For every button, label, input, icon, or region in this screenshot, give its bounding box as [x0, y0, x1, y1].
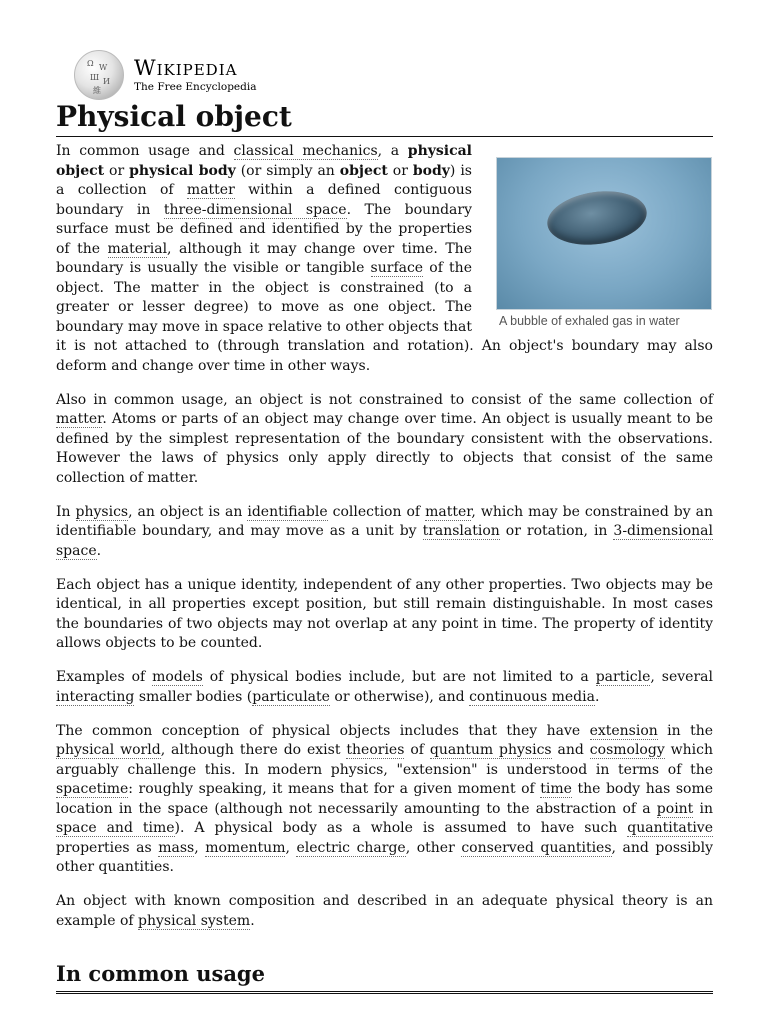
text-run: in the — [657, 722, 713, 739]
text-run: The common conception of physical objects includes that they have — [56, 722, 590, 739]
text-run: : roughly speaking, it means that for a given moment of — [128, 781, 541, 797]
text-run: and — [551, 742, 590, 758]
page-title: Physical object — [56, 100, 713, 137]
article-link[interactable]: surface — [370, 260, 424, 276]
text-run: . — [594, 688, 600, 705]
text-run: properties as — [56, 839, 159, 856]
article-link[interactable]: matter — [425, 503, 472, 520]
text-run: . — [250, 912, 255, 929]
article-link[interactable]: theories — [346, 742, 405, 758]
text-run: or otherwise), and — [329, 688, 470, 705]
article-link[interactable]: matter — [186, 182, 235, 198]
text-run: Also in common usage, an object is not constrained to consist of the same collection of — [56, 391, 713, 408]
site-tagline: The Free Encyclopedia — [134, 80, 257, 93]
article-link[interactable]: spacetime — [56, 781, 129, 797]
text-run: , although there do exist — [160, 742, 347, 758]
article-link[interactable]: particulate — [252, 688, 330, 705]
article-link[interactable]: continuous media — [469, 688, 595, 705]
text-run: Examples of — [56, 669, 153, 685]
text-run: , a — [377, 143, 408, 159]
text-run: In — [56, 503, 76, 520]
text-run: , although it may change over time. The boundary is usually the visible or tangible — [56, 240, 472, 276]
text-run: , and possibly other quantities. — [56, 839, 714, 875]
article-link[interactable]: quantum physics — [429, 742, 552, 758]
article-page — [56, 50, 713, 994]
infobox-image[interactable] — [496, 157, 712, 310]
text-run: the body has some location in the space (although not necessarily amounting to the abstraction of a — [56, 781, 714, 817]
text-run: which arguably challenge this. In modern physics, "extension" is understood in terms of the — [56, 742, 713, 778]
article-link[interactable]: quantitative — [627, 820, 713, 836]
text-run: Each object has a unique identity, independent of any other properties. Two objects may be identical, in all properties except position, but still remain distinguishable. In most cases the boundaries of two objects may not overlap at any point in time. The property of identity allows objects to be counted. — [56, 576, 713, 651]
article-link[interactable]: 3-dimensional space — [56, 523, 713, 559]
section-heading: In common usage — [56, 961, 713, 994]
text-run: ) is a collection of — [56, 162, 472, 198]
text-run: , several — [650, 669, 713, 685]
bold-term: physical body — [129, 162, 236, 179]
wikipedia-globe-logo-icon[interactable]: Ω W Ш И 維 — [74, 50, 124, 100]
text-run: (or simply an — [235, 162, 340, 179]
text-run: ). A physical body as a whole is assumed to have such — [174, 820, 628, 836]
paragraph — [56, 892, 713, 931]
text-run: of the object. The matter in the object is constrained (to a greater or lesser degree) to move as one object. The boundary may move in space relative to other objects that it is not attached to (through translation and rotation). An object's boundary may also deform and change over time in other ways. — [56, 260, 713, 374]
text-run: . Atoms or parts of an object may change over time. An object is usually meant to be defined by the simplest representation of the boundary consistent with the observations. However the laws of physics only apply directly to objects that consist of the same collection of matter. — [56, 411, 713, 486]
paragraph — [56, 722, 713, 878]
article-link[interactable]: physics — [75, 503, 129, 520]
paragraph — [56, 391, 713, 489]
article-link[interactable]: conserved quantities — [461, 839, 612, 856]
article-link[interactable]: point — [656, 800, 694, 817]
article-link[interactable]: particle — [595, 669, 651, 685]
image-caption: A bubble of exhaled gas in water — [499, 314, 680, 328]
text-run: collection of — [327, 503, 426, 520]
text-run: in — [693, 800, 713, 817]
bold-term: physical object — [56, 143, 472, 179]
article-link[interactable]: translation — [422, 523, 500, 539]
text-run: . — [96, 542, 102, 559]
article-link[interactable]: time — [540, 781, 572, 797]
paragraph — [56, 576, 713, 654]
article-link[interactable]: matter — [56, 411, 103, 427]
text-run: An object with known composition and described in an adequate physical theory is an example of — [56, 893, 713, 929]
text-run: within a defined contiguous boundary in — [56, 182, 472, 218]
bold-term: object — [339, 162, 388, 179]
text-run: In common usage and — [56, 143, 234, 159]
text-run: or rotation, in — [499, 523, 614, 539]
site-name: Wikipedia — [134, 55, 238, 80]
bold-term: body — [412, 162, 450, 179]
text-run: , an object is an — [128, 503, 248, 520]
article-link[interactable]: cosmology — [589, 742, 665, 758]
text-run: , — [194, 839, 206, 856]
article-link[interactable]: three-dimensional space — [163, 201, 347, 218]
article-link[interactable]: mass — [158, 839, 195, 856]
text-run: or — [104, 162, 130, 179]
text-run: . The boundary surface must be defined and identified by the properties of the — [56, 201, 472, 257]
text-run: , which may be constrained by an identifiable boundary, and may move as a unit by — [56, 503, 713, 539]
article-link[interactable]: physical world — [56, 742, 161, 758]
infobox — [496, 157, 712, 328]
article-link[interactable]: physical system — [138, 912, 251, 929]
article-link[interactable]: extension — [589, 722, 658, 739]
article-link[interactable]: classical mechanics — [233, 143, 378, 159]
text-run: , — [285, 839, 297, 856]
article-link[interactable]: interacting — [56, 688, 135, 705]
article-link[interactable]: identifiable — [247, 503, 328, 520]
article-link[interactable]: electric charge — [296, 839, 406, 856]
article-link[interactable]: material — [107, 240, 168, 257]
site-header — [74, 50, 713, 100]
gas-bubble-shape — [544, 185, 650, 250]
text-run: of — [404, 742, 430, 758]
paragraph — [56, 503, 713, 562]
text-run: or — [387, 162, 413, 179]
article-body — [56, 137, 713, 994]
text-run: , other — [405, 839, 462, 856]
wordmark[interactable] — [134, 55, 257, 93]
text-run: smaller bodies ( — [134, 688, 253, 705]
paragraph — [56, 668, 713, 707]
text-run: of physical bodies include, but are not limited to a — [202, 669, 596, 685]
article-link[interactable]: momentum — [205, 839, 286, 856]
article-link[interactable]: space and time — [56, 820, 175, 836]
article-link[interactable]: models — [152, 669, 203, 685]
